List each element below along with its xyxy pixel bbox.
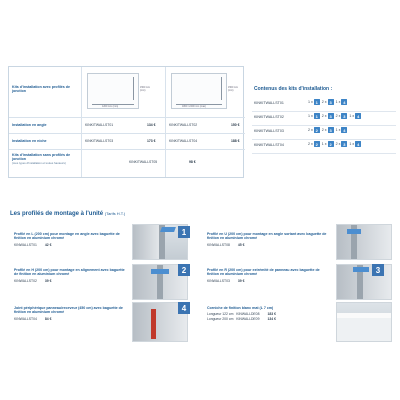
item-quantity: 1 x [335, 100, 341, 104]
profile-price: 39 € [237, 279, 245, 283]
sketch-width: 1200 mm (min) [102, 105, 119, 108]
list-item [252, 112, 396, 126]
kit-code: KINKITWALLST01 [254, 101, 284, 105]
list-item [252, 140, 396, 154]
item-quantity: 1 x [321, 142, 327, 146]
profile-section [160, 227, 176, 232]
profile-price: 183 € [267, 312, 276, 316]
item-number-box: 3 [343, 113, 346, 119]
dim-line [92, 104, 134, 105]
item-number-box: 2 [315, 127, 318, 133]
header-label: Kits d'installation avec profilés de jonction [12, 85, 70, 94]
item-number-box: 3 [329, 113, 332, 119]
kit-contents-list [252, 98, 396, 154]
profile-price: 39 € [44, 279, 52, 283]
badge-4: 4 [178, 302, 190, 314]
table-row [9, 117, 245, 133]
profiles-title-text: Les profilés de montage à l'unité [10, 211, 104, 217]
profile-line [14, 317, 51, 321]
profile-title: Profilé en R (200 cm) pour extrémité de panneau avec baguette de finition en aluminium chromé [207, 268, 320, 277]
profile-line [14, 279, 51, 283]
kit-table [8, 66, 244, 178]
item-quantity: 2 x [321, 128, 327, 132]
item-number-box: 4 [343, 99, 346, 105]
no-profile-note: (tous types d'installation et toutes hauteurs) [12, 160, 66, 165]
profile-rail [337, 313, 392, 318]
item-quantity: 1 x [335, 128, 341, 132]
item-number-box: 4 [343, 127, 346, 133]
kit-code: KINKITWALLST03 [254, 129, 284, 133]
profile-code: Longueur 122 cm KINWALLDE08 [207, 312, 260, 316]
kit-code: KINKITWALLST04 [254, 143, 284, 147]
profile-rail [151, 309, 156, 339]
sketch-height: 1500 mm (min) [228, 86, 238, 92]
kit-contents-title: Contenus des kits d'installation : [254, 86, 333, 92]
badge-3: 3 [372, 264, 384, 276]
kit-code: KINKITWALLST03 [85, 139, 114, 143]
kit-combination [307, 141, 361, 147]
item-number-box: 3 [329, 99, 332, 105]
kit-price: 98 € [189, 160, 196, 164]
profile-section [151, 269, 169, 274]
item-number-box: 2 [315, 141, 318, 147]
profile-code: KINWALLST03 [207, 279, 230, 283]
profile-code: KINWALLST02 [14, 279, 37, 283]
wall-panel [337, 317, 392, 342]
item-quantity: 2 x [335, 114, 341, 118]
kit-price: 173 € [147, 139, 156, 143]
item-number-box: 1 [315, 113, 318, 119]
profile-title: Profilé en L (200 cm) pour montage en angle avec baguette de finition en aluminium chromé [14, 232, 120, 241]
row-label: Installation en niche [12, 139, 47, 143]
item-number-box: 1 [315, 99, 318, 105]
kit-combination [307, 127, 347, 133]
wall-panel [337, 225, 392, 260]
list-item [252, 98, 396, 112]
sketch-height: 1500 mm (min) [140, 86, 150, 92]
item-number-box: 2 [329, 141, 332, 147]
profile-title: Profilé en U (200 cm) pour montage en angle sortant avec baguette de finition en aluminium chromé [207, 232, 327, 241]
item-quantity: 2 x [335, 142, 341, 146]
profile-line [14, 243, 51, 247]
kit-combination [307, 99, 347, 105]
profile-code: Longueur 200 cm KINWALLDE09 [207, 317, 260, 321]
profiles-title-note: (Tarifs H.T.) [104, 211, 126, 216]
profile-code: KINWALLST08 [207, 243, 230, 247]
kit-price: 134 € [147, 123, 156, 127]
list-item [252, 126, 396, 140]
kit-code: KINKITWALLST04 [169, 139, 198, 143]
profile-price: 42 € [44, 243, 52, 247]
kit-code: KINKITWALLST05 [129, 160, 158, 164]
profiles-title [10, 211, 125, 217]
niche-sketch [171, 73, 238, 109]
item-quantity: 1 x [308, 114, 313, 118]
item-quantity: 2 x [321, 100, 327, 104]
kit-code: KINKITWALLST02 [254, 115, 284, 119]
item-quantity: 2 x [308, 128, 313, 132]
item-quantity: 2 x [321, 114, 327, 118]
row-label: Installation en angle [12, 123, 47, 127]
profile-section [347, 229, 361, 234]
profile-line [207, 243, 244, 247]
badge-1: 1 [178, 226, 190, 238]
profile-line [207, 317, 276, 321]
kit-code: KINKITWALLST01 [85, 123, 114, 127]
sketch-width: 1800 / 2400 mm (max) [182, 105, 207, 108]
item-quantity: 1 x [308, 100, 313, 104]
profile-title: Profilé en H (200 cm) pour montage en alignement avec baguette de finition en aluminium chromé [14, 268, 125, 277]
profile-photo-6 [336, 302, 392, 342]
profile-section [353, 267, 369, 272]
profile-title: Corniche de finition blanc mat (L 7 cm) [207, 306, 274, 310]
no-profile-label: Kits d'installation sans profilés de jonction [12, 153, 71, 162]
badge-2: 2 [178, 264, 190, 276]
profile-line [207, 279, 244, 283]
kit-code: KINKITWALLST02 [169, 123, 198, 127]
item-number-box: 4 [357, 113, 360, 119]
item-number-box: 3 [343, 141, 346, 147]
table-row [9, 149, 245, 178]
profile-code: KINWALLST04 [14, 317, 37, 321]
dim-line [221, 77, 222, 100]
dim-line [176, 104, 222, 105]
profile-price: 134 € [267, 317, 276, 321]
kit-price: 150 € [231, 123, 240, 127]
kit-combination [307, 113, 361, 119]
profile-line [207, 312, 276, 316]
profile-title: Joint périphérique panneau/receveur (450 cm) avec baguette de finition en aluminium chromé [14, 306, 123, 315]
profile-code: KINWALLST01 [14, 243, 37, 247]
item-quantity: 2 x [308, 142, 313, 146]
row-label [12, 153, 80, 165]
profile-price: 45 € [237, 243, 245, 247]
item-quantity: 1 x [349, 142, 355, 146]
item-number-box: 3 [329, 127, 332, 133]
dim-line [133, 77, 134, 100]
profile-price: 84 € [44, 317, 52, 321]
item-quantity: 1 x [349, 114, 355, 118]
profile-photo-4 [336, 224, 392, 260]
corner-sketch [87, 73, 150, 109]
table-row [9, 133, 245, 149]
item-number-box: 4 [357, 141, 360, 147]
kit-price: 188 € [231, 139, 240, 143]
